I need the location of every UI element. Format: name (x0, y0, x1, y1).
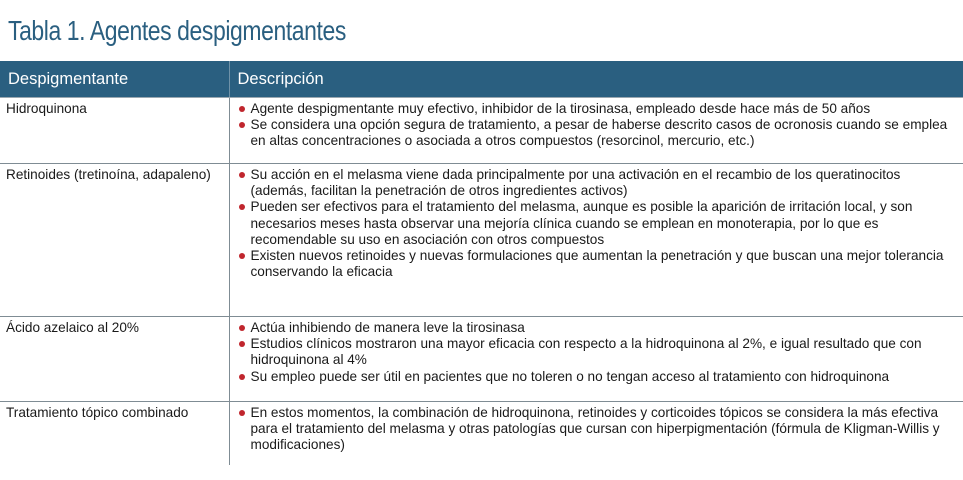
bullet-item: Su acción en el melasma viene dada principalmente por una activación en el recambio de los queratinocitos (además, facilitan la penetración de otros ingredientes activos) (238, 167, 958, 199)
bullet-item: Se considera una opción segura de tratamiento, a pesar de haberse descrito casos de ocronosis cuando se emplea en altas concentraciones o asociada a otros compuestos (resorcinol, mercurio, etc.) (238, 117, 958, 149)
agent-description (229, 317, 963, 402)
table-title: Tabla 1. Agentes despigmentantes (8, 15, 346, 46)
bullet-item: Agente despigmentante muy efectivo, inhibidor de la tirosinasa, empleado desde hace más de 50 años (238, 101, 958, 117)
bullet-item: En estos momentos, la combinación de hidroquinona, retinoides y corticoides tópicos se considera la más efectiva para el tratamiento del melasma y otras patologías que cursan con hiperpigmentación (fórmula de Kligman-Willis y modificaciones) (238, 405, 958, 454)
agent-description (229, 98, 963, 164)
bullet-item: Actúa inhibiendo de manera leve la tirosinasa (238, 320, 958, 336)
agent-name: Ácido azelaico al 20% (0, 317, 229, 402)
agent-name: Hidroquinona (0, 98, 229, 164)
table-row (0, 164, 963, 317)
bullet-list (238, 101, 958, 150)
table-body (0, 98, 963, 466)
header-row (0, 61, 963, 98)
agent-description (229, 402, 963, 466)
agent-description (229, 164, 963, 317)
bullet-list (238, 320, 958, 385)
bullet-list (238, 167, 958, 280)
agent-name: Retinoides (tretinoína, adapaleno) (0, 164, 229, 317)
agents-table (0, 61, 963, 465)
bullet-item: Pueden ser efectivos para el tratamiento del melasma, aunque es posible la aparición de irritación local, y son necesarios meses hasta observar una mejoría clínica cuando se emplean en monoterapia, por lo que es recomendable su uso en asociación con otros compuestos (238, 199, 958, 248)
bullet-list (238, 405, 958, 454)
table-row (0, 98, 963, 164)
column-header-despigmentante: Despigmentante (0, 61, 229, 98)
table-row (0, 317, 963, 402)
agent-name: Tratamiento tópico combinado (6, 405, 189, 420)
bullet-item: Existen nuevos retinoides y nuevas formulaciones que aumentan la penetración y que buscan una mejor tolerancia conservando la eficacia (238, 248, 958, 280)
bullet-item: Su empleo puede ser útil en pacientes que no toleren o no tengan acceso al tratamiento con hidroquinona (238, 369, 958, 385)
table-header (0, 61, 963, 98)
column-header-descripcion: Descripción (229, 61, 963, 98)
bullet-item: Estudios clínicos mostraron una mayor eficacia con respecto a la hidroquinona al 2%, e igual resultado que con hidroquinona al 4% (238, 336, 958, 368)
table-row (0, 402, 963, 466)
